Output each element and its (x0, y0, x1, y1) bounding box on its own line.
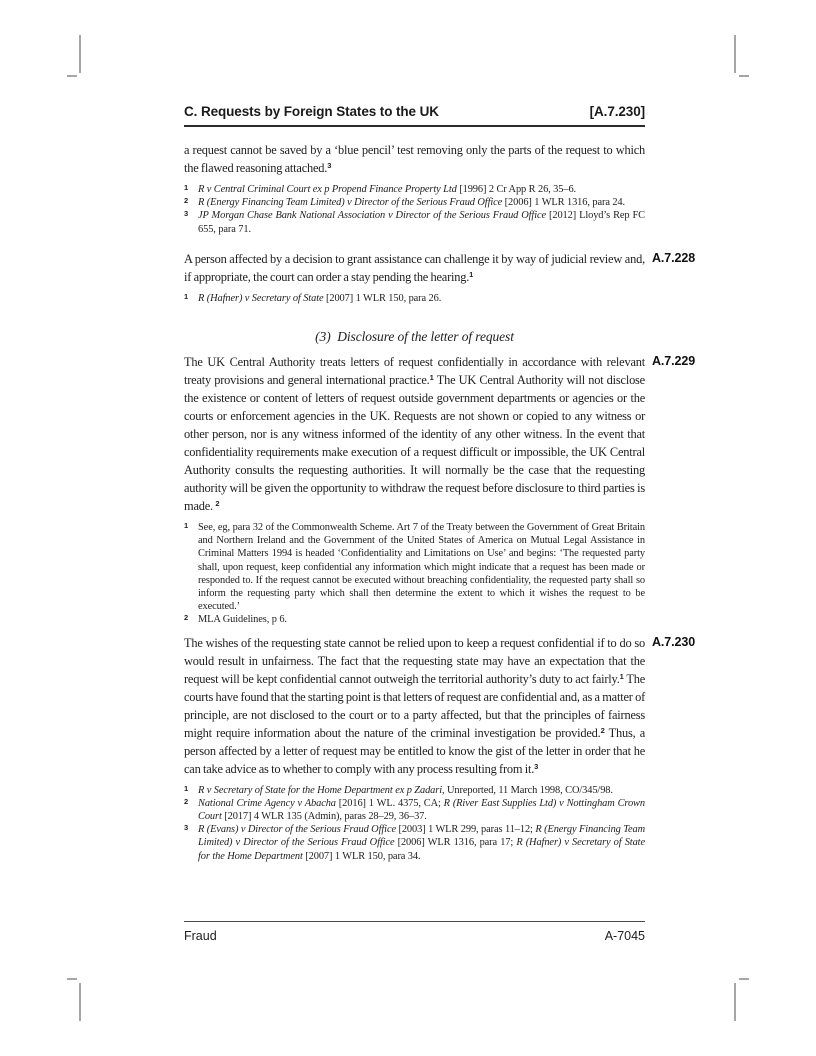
text-column (184, 104, 696, 863)
paragraph-a7230 (184, 634, 696, 863)
footnote-item (184, 209, 645, 235)
footnote-text: R v Secretary of State for the Home Department ex p Zadari, Unreported, 11 March 1998, CO/345/98. (198, 784, 613, 796)
footnote-item (184, 797, 645, 823)
footnote-item (184, 292, 645, 305)
subsection-heading: (3) Disclosure of the letter of request (315, 329, 514, 345)
footnote-item (184, 823, 645, 863)
footnote-item (184, 196, 645, 209)
margin-label-a7228: A.7.228 (652, 250, 696, 265)
crop-mark-top-left-vertical (79, 35, 81, 73)
margin-label-a7230: A.7.230 (652, 634, 696, 649)
paragraph-text: The UK Central Authority treats letters of request confidentially in accordance with relevant treaty provisions and general international practice.$^1$ The UK Central Authority will not disclose the existence or content of letters of request outside government departments or agencies or the courts or enforcement agencies in the UK. Requests are not shown or copied to any witness or other person, nor is any witness informed of the identity of any other witness. In the event that confidentiality requirements make execution of a request difficult or impossible, the UK Central Authority consults the requesting authorities. It will normally be the case that the requesting authority will be given the opportunity to withdraw the request before disclosure to third parties is made. $^2$ (184, 355, 645, 514)
page-footer (184, 921, 645, 943)
footnote-text: R (Evans) v Director of the Serious Fraud Office [2003] 1 WLR 299, paras 11–12; R (Energy Financing Team Limited) v Director of the Serious Fraud Office [2006] WLR 1316, para 17; R (Hafner) v Secretary of State for the Home Department [2007] 1 WLR 150, para 34. (198, 824, 646, 862)
footnote-number: 3 (184, 823, 189, 833)
footnote-block (184, 784, 645, 863)
footnote-text: MLA Guidelines, p 6. (198, 614, 287, 626)
paragraph-continuation (184, 141, 645, 236)
footnote-item (184, 784, 645, 797)
paragraph-a7229 (184, 353, 696, 627)
footnote-number: 1 (184, 783, 189, 793)
footnote-block (184, 521, 645, 627)
header-section-title: C. Requests by Foreign States to the UK (184, 104, 439, 119)
footnote-number: 1 (184, 521, 189, 531)
footnote-text: R (Hafner) v Secretary of State [2007] 1 WLR 150, para 26. (198, 292, 442, 304)
page-header (184, 104, 645, 127)
footnote-text: R v Central Criminal Court ex p Propend Finance Property Ltd [1996] 2 Cr App R 26, 35–6. (198, 184, 577, 195)
footnote-number: 3 (184, 209, 189, 219)
crop-mark-bottom-left-horizontal (67, 978, 77, 980)
footer-page-number: A-7045 (604, 929, 645, 943)
footnote-number: 2 (184, 196, 189, 206)
footnote-item (184, 183, 645, 196)
footnote-text: See, eg, para 32 of the Commonwealth Scheme. Art 7 of the Treaty between the Government of Great Britain and Northern Ireland and the Government of the United States of America on Mutual Legal Assistance in Criminal Matters 1994 is headed ‘Confidentiality and Limitations on Use’ and begins: ‘The requested party shall, upon request, keep confidential any information which might indicate that a request has been made or responded to. If the request cannot be executed without breaching confidentiality, the requested party shall so inform the requesting party which shall then determine the extent to which it wishes the request to be executed.’ (198, 522, 645, 613)
footnote-text: JP Morgan Chase Bank National Association v Director of the Serious Fraud Office [2012] Lloyd’s Rep FC 655, para 71. (198, 210, 646, 235)
footnote-item (184, 521, 645, 613)
footnote-block (184, 292, 645, 305)
footnote-block (184, 183, 645, 236)
crop-mark-bottom-left-vertical (79, 983, 81, 1021)
paragraph-text: a request cannot be saved by a ‘blue pencil’ test removing only the parts of the request to which the flawed reasoning attached.$^3$ (184, 143, 645, 175)
footnote-number: 1 (184, 183, 189, 192)
crop-mark-top-left-horizontal (67, 75, 77, 77)
margin-label-a7229: A.7.229 (652, 354, 696, 369)
crop-mark-bottom-right-horizontal (739, 978, 749, 980)
footnote-item (184, 613, 645, 626)
footnote-text: R (Energy Financing Team Limited) v Director of the Serious Fraud Office [2006] 1 WLR 1316, para 24. (198, 197, 626, 209)
footnote-text: National Crime Agency v Abacha [2016] 1 WL. 4375, CA; R (River East Supplies Ltd) v Nottingham Crown Court [2017] 4 WLR 135 (Admin), paras 28–29, 36–37. (198, 797, 645, 823)
crop-mark-bottom-right-vertical (734, 983, 736, 1021)
footnote-number: 2 (184, 796, 189, 806)
crop-mark-top-right-horizontal (739, 75, 749, 77)
footnote-number: 1 (184, 291, 189, 301)
footnote-number: 2 (184, 613, 189, 623)
header-page-ref: [A.7.230] (589, 104, 645, 119)
crop-mark-top-right-vertical (734, 35, 736, 73)
paragraph-a7228 (184, 250, 696, 305)
paragraph-text: The wishes of the requesting state cannot be relied upon to keep a request confidential if to do so would result in unfairness. The fact that the requesting state may have an expectation that the request will be kept confidential cannot outweigh the territorial authority’s duty to act fairly.$^1$ The courts have found that the starting point is that letters of request are confidential and, as a matter of principle, are not disclosed to the court or to a party affected, but that the principles of fairness might require information about the nature of the criminal investigation be provided.$^2$ Thus, a person affected by a letter of request may be entitled to know the gist of the letter in order that he can take advice as to whether to comply with any process resulting from it.$^3$ (184, 635, 646, 776)
paragraph-text: A person affected by a decision to grant assistance can challenge it by way of judicial review and, if appropriate, the court can order a stay pending the hearing.$^1$ (184, 251, 645, 284)
footer-book-title: Fraud (184, 929, 217, 943)
